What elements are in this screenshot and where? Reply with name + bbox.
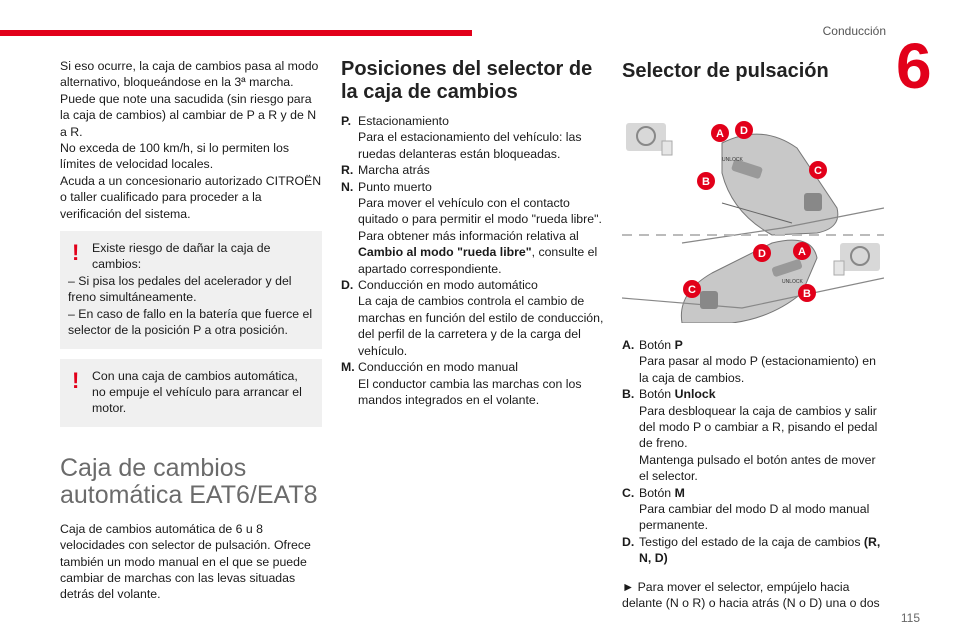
warning-icon: !	[72, 367, 80, 393]
chapter-number: 6	[896, 30, 932, 102]
label-a: A	[716, 128, 724, 140]
page-number: 115	[900, 611, 920, 625]
section-heading: Caja de cambios automática EAT6/EAT8	[60, 453, 318, 509]
intro-para-1: Si eso ocurre, la caja de cambios pasa al modo alternativo, bloqueándose en la 3ª marcha.	[60, 59, 319, 90]
label-d: D	[740, 125, 748, 137]
item-key: D.	[341, 278, 354, 293]
warning-icon: !	[72, 240, 80, 266]
item-key: R.	[341, 163, 354, 178]
position-item	[341, 162, 605, 178]
item-title: Botón M	[639, 485, 685, 500]
gear-selector-illustration	[622, 93, 884, 323]
label-d: D	[758, 248, 766, 260]
label-c: C	[688, 284, 696, 296]
section-title: Conducción	[822, 24, 886, 38]
warning-text: Existe riesgo de dañar la caja de cambios:	[92, 241, 271, 272]
item-key: P.	[341, 114, 352, 128]
warning-box	[60, 359, 322, 427]
item-key: D.	[622, 534, 635, 549]
item-desc: Para pasar al modo P (estacionamiento) en la caja de cambios.	[639, 354, 876, 385]
item-key: N.	[341, 179, 354, 194]
column-2	[341, 58, 605, 408]
label-c: C	[814, 165, 822, 177]
section-heading: Posiciones del selector de la caja de cambios	[341, 58, 593, 103]
column-3	[622, 58, 884, 612]
item-desc: Mantenga pulsado el botón antes de mover el selector.	[639, 452, 876, 484]
position-item	[341, 277, 605, 359]
item-title: Estacionamiento	[358, 114, 449, 128]
header-accent-bar	[0, 30, 472, 36]
link-text: Cambio al modo "rueda libre"	[358, 245, 532, 260]
unlock-text: UNLOCK	[782, 279, 803, 285]
item-key: A.	[622, 338, 635, 352]
item-title: Botón P	[639, 338, 683, 352]
unlock-text: UNLOCK	[722, 157, 743, 163]
item-key: M.	[341, 360, 355, 375]
warning-text: – En caso de fallo en la batería que fuerce el selector de la posición P a otra posición.	[68, 306, 313, 338]
intro-para-4: Acuda a un concesionario autorizado CITROËN o taller cualificado para proceder a la verificación del sistema.	[60, 173, 322, 221]
item-key: B.	[622, 387, 635, 402]
steering-wheel-icon	[626, 123, 672, 155]
item-title: Testigo del estado de la caja de cambios (R, N, D)	[639, 534, 881, 566]
warning-text: Con una caja de cambios automática, no empuje el vehículo para arrancar el motor.	[92, 368, 302, 416]
warning-text: – Si pisa los pedales del acelerador y del freno simultáneamente.	[68, 273, 292, 305]
button-item	[622, 386, 884, 484]
steering-wheel-icon	[834, 243, 880, 275]
intro-para-2: Puede que note una sacudida (sin riesgo para la caja de cambios) al cambiar de P a R y de N a R.	[60, 91, 317, 139]
item-title: Punto muerto	[358, 179, 432, 194]
label-b: B	[702, 176, 710, 188]
intro-para-3: No exceda de 100 km/h, si lo permiten los límites de velocidad locales.	[60, 141, 289, 172]
item-desc: La caja de cambios controla el cambio de marchas en función del estilo de conducción, del perfil de la carretera y de la carga del vehículo.	[358, 294, 604, 358]
position-item	[341, 359, 605, 408]
position-item	[341, 179, 605, 277]
position-item	[341, 113, 605, 162]
item-key: C.	[622, 485, 635, 500]
item-desc: Para el estacionamiento del vehículo: las ruedas delanteras están bloqueadas.	[358, 130, 582, 161]
instruction-text: ► Para mover el selector, empújelo hacia delante (N o R) o hacia atrás (N o D) una o dos	[622, 579, 880, 611]
selector-top	[682, 121, 884, 243]
column-1	[60, 58, 322, 603]
button-item	[622, 337, 884, 386]
item-title: Botón Unlock	[639, 387, 716, 402]
item-desc: Para desbloquear la caja de cambios y salir del modo P o cambiar a R, pisando el pedal de freno.	[639, 403, 878, 451]
label-a: A	[798, 246, 806, 258]
item-title: Conducción en modo automático	[358, 278, 538, 293]
button-item	[622, 485, 884, 534]
body-text: Caja de cambios automática de 6 u 8 velocidades con selector de pulsación. Ofrece también un modo manual en el que se puede cambiar de marchas con las levas situadas detrás del volante.	[60, 521, 311, 602]
item-desc: Para cambiar del modo D al modo manual permanente.	[639, 502, 870, 533]
button-item	[622, 534, 884, 567]
warning-box	[60, 231, 322, 348]
section-heading: Selector de pulsación	[622, 60, 829, 82]
item-desc: Para mover el vehículo con el contacto quitado o para permitir el modo "rueda libre". Para obtener más información relativa al Cambio al modo "rueda libre", consulte el apartado correspondiente.	[358, 196, 602, 276]
item-title: Conducción en modo manual	[358, 360, 518, 375]
item-desc: El conductor cambia las marchas con los mandos integrados en el volante.	[358, 376, 582, 407]
item-title: Marcha atrás	[358, 163, 430, 178]
gear-selector-drawing	[622, 93, 884, 323]
label-b: B	[803, 288, 811, 300]
